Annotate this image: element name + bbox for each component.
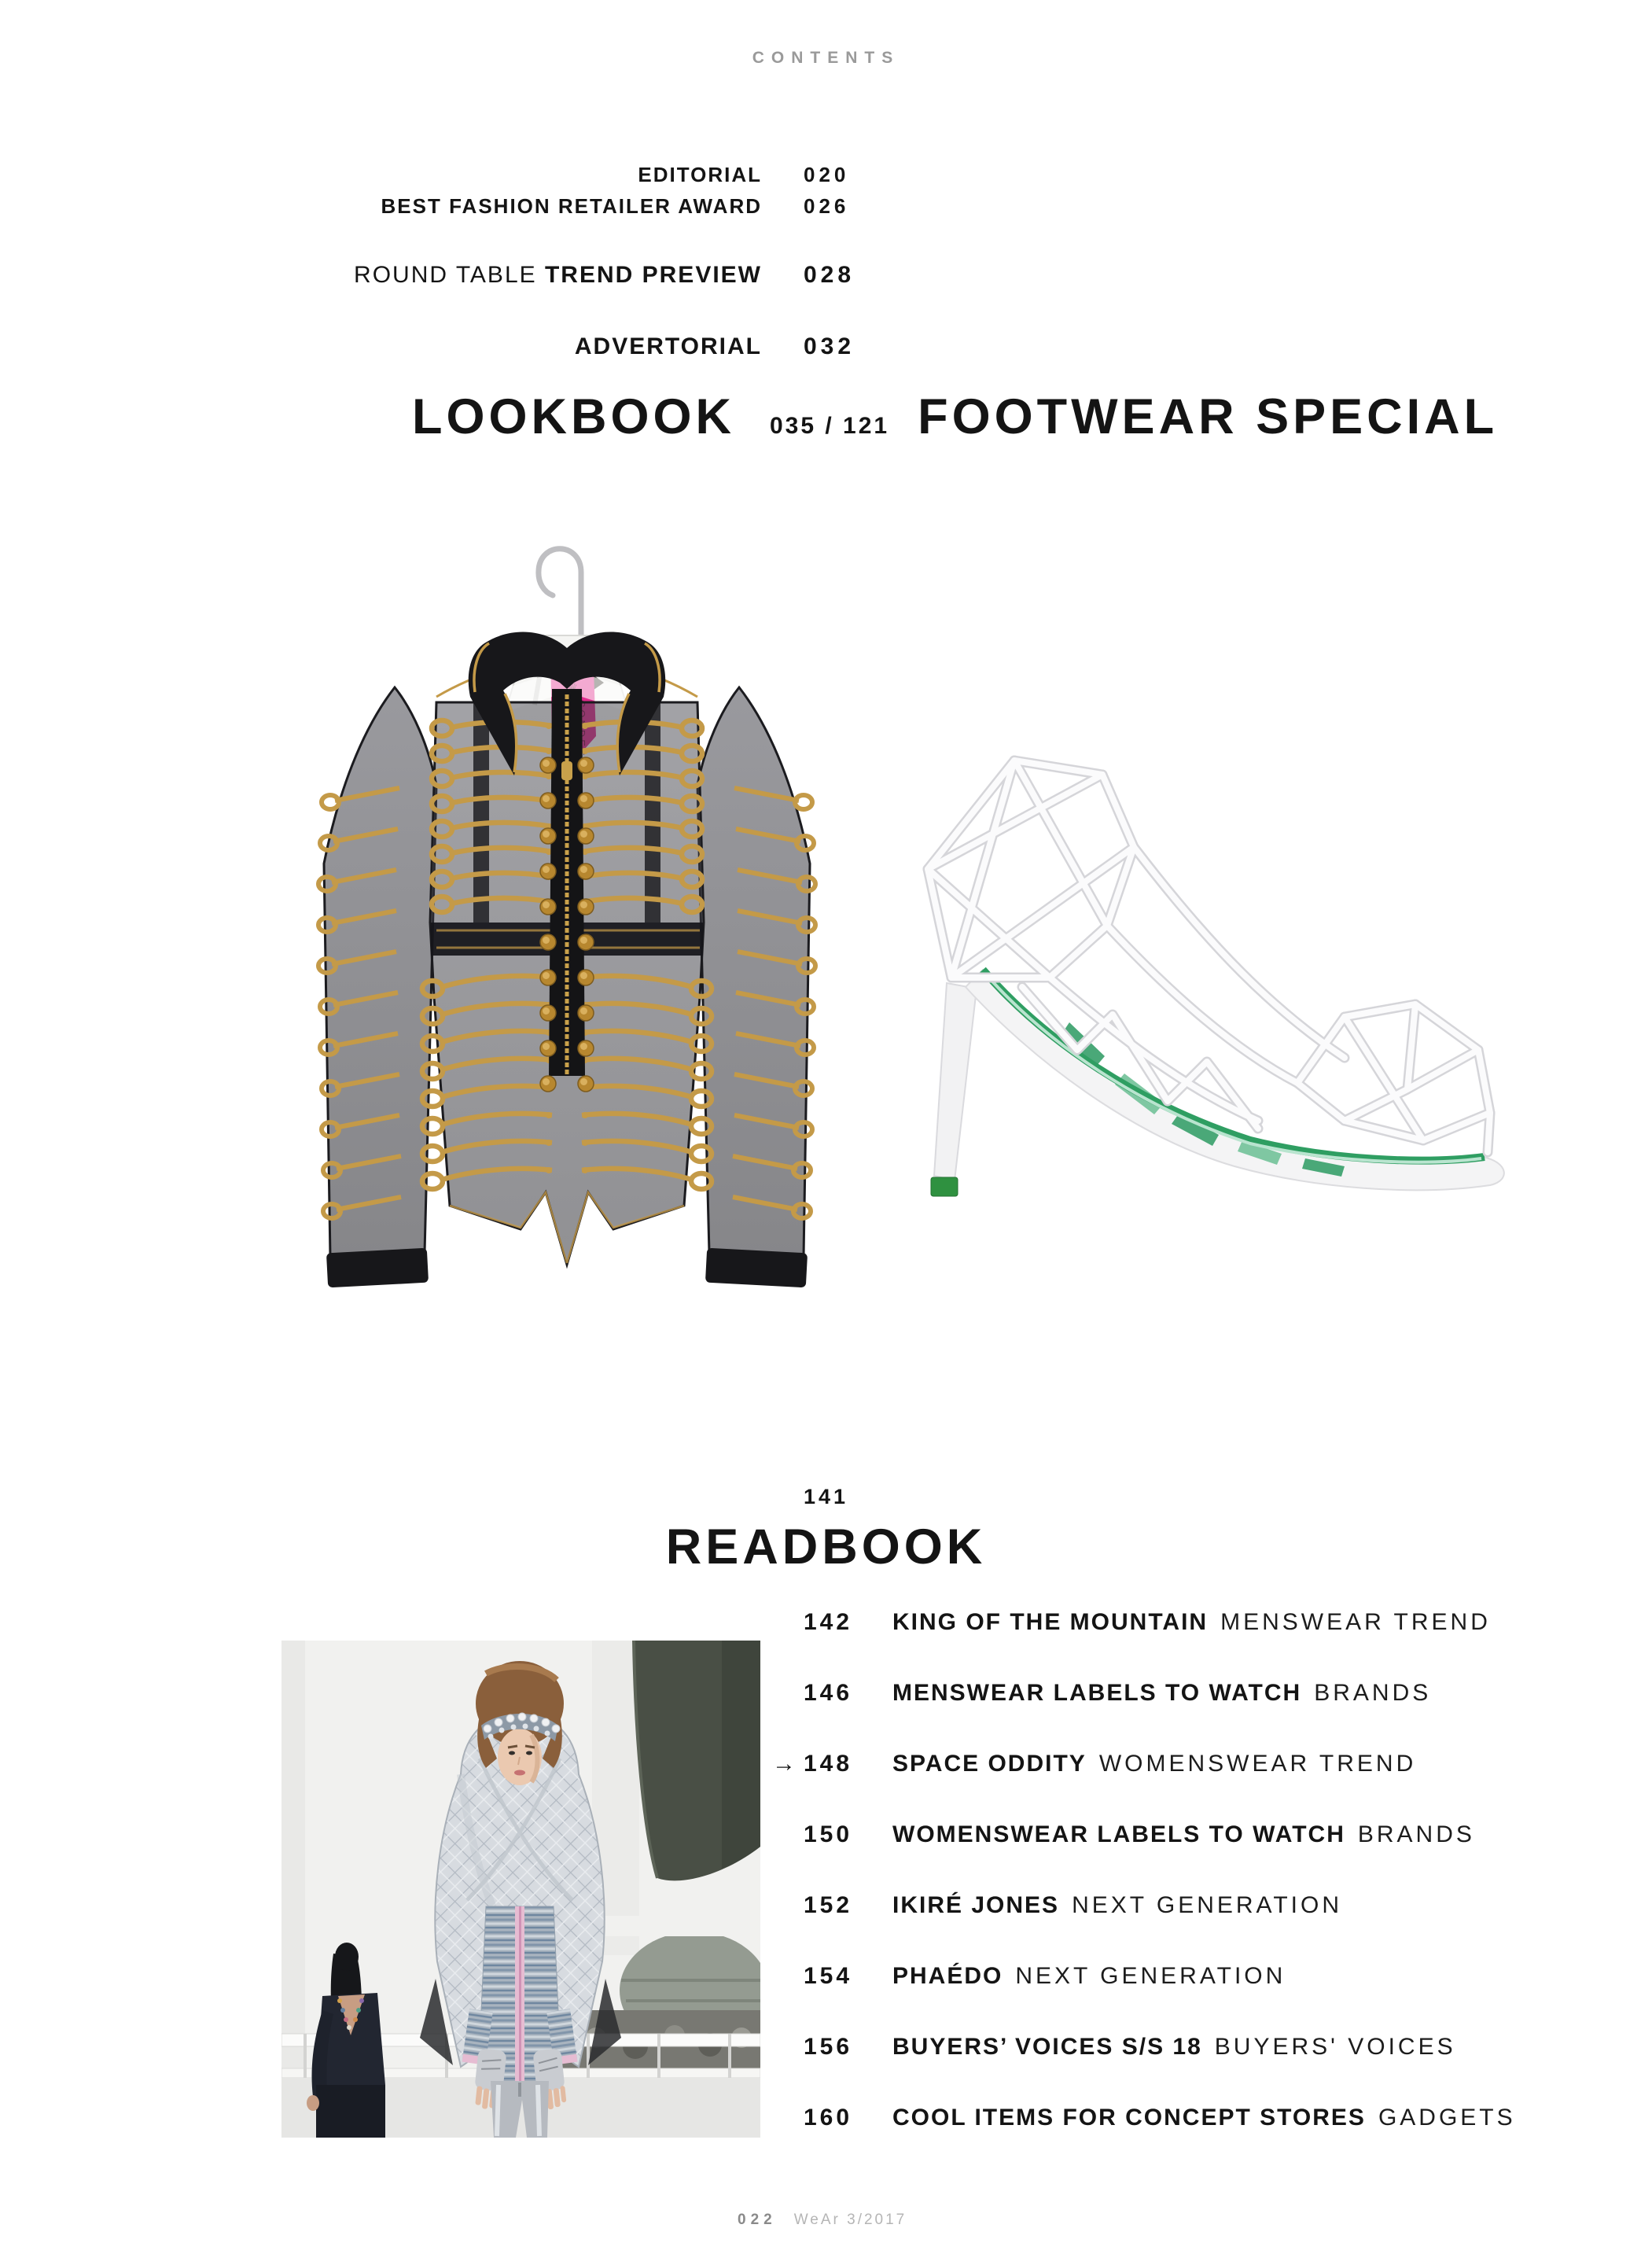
page-footer	[738, 2212, 907, 2229]
backdrop-cone	[634, 1641, 760, 1880]
entry-text	[892, 1609, 1491, 1635]
lookbook-page-range: 035 / 121	[770, 413, 890, 439]
readbook-heading: READBOOK	[665, 1519, 987, 1574]
entry-title: COOL ITEMS FOR CONCEPT STORES	[892, 2105, 1366, 2131]
lookbook-title: LOOKBOOK	[412, 389, 735, 444]
entry-page-number: 020	[804, 163, 850, 186]
entry-title-regular: ROUND TABLE	[354, 262, 545, 288]
hanger-hook	[539, 549, 581, 635]
readbook-page-number: 141	[803, 1485, 849, 1508]
entry-page-number: 156	[804, 2034, 853, 2060]
entry-title: IKIRÉ JONES	[892, 1892, 1060, 1918]
shoe-photo	[904, 743, 1533, 1207]
entry-title: WOMENSWEAR LABELS TO WATCH	[892, 1821, 1345, 1847]
entry-title	[0, 333, 762, 361]
entry-text	[892, 1821, 1475, 1847]
entry-page-number: 152	[804, 1892, 853, 1918]
entry-title-bold: ADVERTORIAL	[574, 333, 762, 359]
entry-title: PHAÉDO	[892, 1963, 1003, 1989]
arrow-marker: →	[772, 1751, 796, 1777]
entry-page-number: 148	[804, 1751, 853, 1777]
page-title: CONTENTS	[752, 49, 900, 67]
entry-category: MENSWEAR TREND	[1220, 1609, 1491, 1635]
entry-category: NEXT GENERATION	[1015, 1963, 1286, 1989]
entry-text	[892, 1963, 1286, 1989]
entry-title: MENSWEAR LABELS TO WATCH	[892, 1680, 1302, 1706]
entry-title-bold: EDITORIAL	[638, 163, 762, 186]
entry-title-bold: BEST FASHION RETAILER AWARD	[381, 194, 762, 218]
entry-title	[0, 262, 762, 289]
entry-title: BUYERS’ VOICES S/S 18	[892, 2034, 1202, 2060]
entry-page-number: 160	[804, 2105, 853, 2131]
entry-page-number: 026	[804, 194, 850, 218]
entry-text	[892, 2034, 1456, 2060]
stiletto-heel	[931, 983, 977, 1196]
lookbook-subtitle: FOOTWEAR SPECIAL	[918, 389, 1499, 444]
lookbook-heading	[412, 389, 1498, 445]
entry-category: BUYERS' VOICES	[1214, 2034, 1456, 2060]
entry-category: BRANDS	[1314, 1680, 1432, 1706]
entry-title	[0, 195, 762, 219]
entry-title: SPACE ODDITY	[892, 1751, 1087, 1777]
entry-page-number: 028	[804, 262, 855, 288]
entry-category: WOMENSWEAR TREND	[1098, 1751, 1417, 1777]
entry-category: BRANDS	[1357, 1821, 1475, 1847]
jacket-photo	[275, 525, 849, 1316]
entry-page-number: 154	[804, 1963, 853, 1989]
entry-text	[892, 1892, 1342, 1918]
entry-title	[0, 164, 762, 187]
magazine-issue: WeAr 3/2017	[793, 2212, 907, 2228]
runway-photo	[281, 1641, 760, 2138]
entry-text	[892, 1751, 1416, 1777]
entry-page-number: 142	[804, 1609, 853, 1635]
entry-page-number: 150	[804, 1821, 853, 1847]
entry-category: NEXT GENERATION	[1072, 1892, 1342, 1918]
entry-title: KING OF THE MOUNTAIN	[892, 1609, 1209, 1635]
entry-page-number: 032	[804, 333, 855, 359]
entry-text	[892, 2105, 1516, 2131]
entry-text	[892, 1680, 1431, 1706]
entry-page-number: 146	[804, 1680, 853, 1706]
entry-category: GADGETS	[1378, 2105, 1516, 2131]
entry-title-bold: TREND PREVIEW	[544, 262, 762, 288]
folio-page-number: 022	[738, 2212, 777, 2228]
